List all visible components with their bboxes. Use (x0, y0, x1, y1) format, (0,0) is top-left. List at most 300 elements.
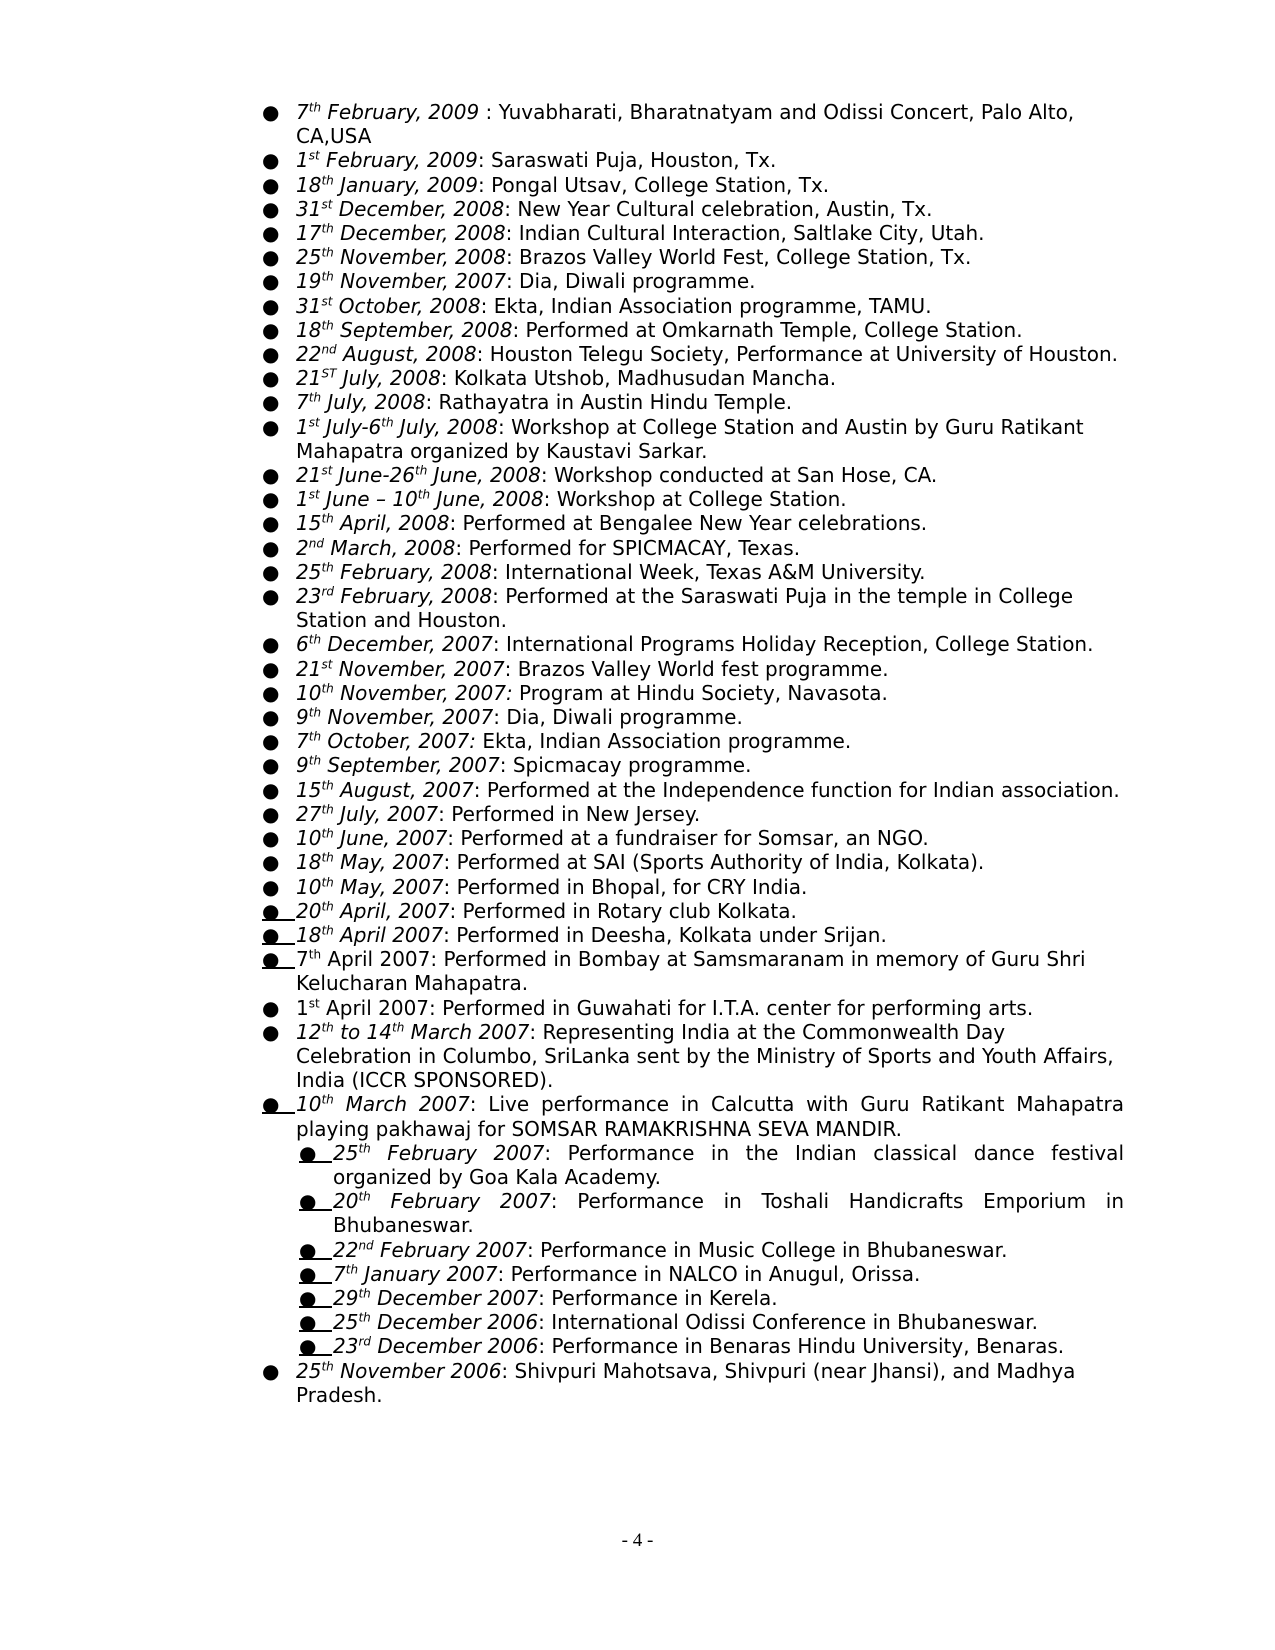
date-rest: November, 2007: (333, 680, 513, 705)
bullet-icon: ● (262, 511, 280, 536)
event-description: : Performance in NALCO in Anugul, Orissa. (497, 1261, 921, 1286)
date-ordinal: th (321, 269, 334, 284)
date-ordinal: th (321, 923, 334, 938)
event-date (296, 221, 506, 245)
date-day: 1 (296, 148, 309, 173)
date-day: 7 (296, 947, 309, 972)
sub-list-item (299, 1238, 1124, 1262)
list-item (262, 850, 1124, 874)
date-ordinal: th (321, 1358, 334, 1373)
date-ordinal: st (308, 995, 320, 1010)
event-date (296, 415, 498, 439)
event-description: : Houston Telegu Society, Performance at University of Houston. (476, 342, 1119, 367)
event-date (296, 318, 512, 342)
date-day: 23 (296, 584, 322, 609)
sub-list-item (299, 1334, 1124, 1358)
date-day: 1 (296, 414, 309, 439)
event-description: : Rathayatra in Austin Hindu Temple. (425, 390, 793, 415)
date-ordinal: th (321, 850, 334, 865)
date-rest: December 2006 (370, 1310, 539, 1335)
date-day: 1 (296, 995, 309, 1020)
list-item (262, 826, 1124, 850)
event-description: : Saraswati Puja, Houston, Tx. (477, 148, 777, 173)
event-date (296, 923, 443, 947)
event-date (333, 1141, 544, 1165)
event-description: : Live performance in Calcutta with Guru Ratikant Mahapatra playing pakhawaj for SOMSAR RAMAKRISHNA SEVA MANDIR. (296, 1092, 1124, 1141)
event-description: : Pongal Utsav, College Station, Tx. (478, 172, 830, 197)
date-day: 6 (296, 632, 309, 657)
page-number: - 4 - (621, 1530, 654, 1551)
date-day: 10 (296, 1092, 322, 1117)
event-date (296, 487, 544, 511)
date-day: 21 (296, 366, 322, 391)
bullet-icon: ● (262, 317, 280, 342)
date-day: 22 (296, 342, 322, 367)
date-day: 10 (296, 680, 322, 705)
event-date (296, 511, 449, 535)
list-item (262, 1359, 1124, 1407)
bullet-icon: ● (262, 1092, 295, 1114)
date-ordinal: th (415, 463, 428, 478)
bullet-icon: ● (262, 801, 280, 826)
event-description: : Brazos Valley World Fest, College Station, Tx. (505, 245, 972, 270)
bullet-icon: ● (262, 923, 295, 945)
event-description: : Performance in Benaras Hindu University, Benaras. (538, 1334, 1065, 1359)
bullet-icon: ● (262, 874, 280, 899)
date-ordinal: th (321, 874, 334, 889)
bullet-icon: ● (262, 196, 280, 221)
event-date (296, 947, 321, 971)
event-description: : Shivpuri Mahotsava, Shivpuri (near Jhansi), and Madhya Pradesh. (296, 1358, 1076, 1407)
bullet-icon: ● (299, 1310, 332, 1332)
date-ordinal: th (358, 1310, 371, 1325)
event-description: : Spicmacay programme. (499, 753, 752, 778)
bullet-icon: ● (262, 584, 280, 609)
bullet-icon: ● (262, 753, 280, 778)
list-item (262, 802, 1124, 826)
date-ordinal: th (392, 1020, 405, 1035)
date-rest: August, 2008 (336, 342, 477, 367)
bullet-icon: ● (262, 390, 280, 415)
date-ordinal: st (308, 487, 320, 502)
event-description: April 2007: Performed in Guwahati for I.T.A. center for performing arts. (319, 995, 1034, 1020)
event-description: : Brazos Valley World fest programme. (504, 656, 889, 681)
date-ordinal: th (321, 172, 334, 187)
event-description: : Performed for SPICMACAY, Texas. (455, 535, 801, 560)
date-ordinal: ST (321, 366, 337, 381)
list-item (262, 100, 1124, 148)
list-item (262, 996, 1124, 1020)
bullet-icon: ● (262, 487, 280, 512)
date-day: 15 (296, 511, 322, 536)
date-day: 20 (333, 1189, 359, 1214)
date-ordinal: st (308, 148, 320, 163)
date-day: 29 (333, 1285, 359, 1310)
date-day: 22 (333, 1237, 359, 1262)
bullet-icon: ● (262, 342, 280, 367)
event-description: : Performed in Deesha, Kolkata under Srijan. (443, 922, 887, 947)
date-day: 31 (296, 293, 322, 318)
list-item (262, 657, 1124, 681)
event-date (296, 753, 500, 777)
date-ordinal: st (308, 414, 320, 429)
date-day: 25 (333, 1140, 359, 1165)
bullet-icon: ● (262, 705, 280, 730)
date-day: 18 (296, 850, 322, 875)
date-ordinal: th (308, 947, 322, 962)
date-day: 2 (296, 535, 309, 560)
list-item (262, 560, 1124, 584)
date-rest: February, 2009 (319, 148, 478, 173)
sub-list-item (299, 1286, 1124, 1310)
date-day: 21 (296, 656, 322, 681)
date-rest: July, 2008 (321, 390, 426, 415)
bullet-icon: ● (262, 777, 280, 802)
date-rest: February 2007 (370, 1140, 545, 1165)
bullet-icon: ● (262, 947, 295, 969)
event-date (296, 899, 449, 923)
date-ordinal: th (321, 899, 334, 914)
event-description: : International Odissi Conference in Bhubaneswar. (538, 1310, 1038, 1335)
date-rest: July, 2008 (336, 366, 441, 391)
date-ordinal: th (308, 753, 322, 768)
event-description: Program at Hindu Society, Navasota. (512, 680, 888, 705)
date-day: 9 (296, 705, 309, 730)
date-day: 7 (296, 390, 309, 415)
date-rest: June, 2008 (427, 463, 541, 488)
event-description: : Kolkata Utshob, Madhusudan Mancha. (440, 366, 837, 391)
bullet-icon: ● (262, 463, 280, 488)
date-ordinal: st (321, 197, 333, 212)
bullet-icon: ● (262, 729, 280, 754)
date-day: 9 (296, 753, 309, 778)
list-item (262, 318, 1124, 342)
list-item (262, 148, 1124, 172)
event-date (296, 536, 455, 560)
date-ordinal: th (358, 1141, 371, 1156)
date-rest: January, 2009 (333, 172, 479, 197)
event-date (296, 729, 476, 753)
date-rest: July-6 (319, 414, 382, 439)
bullet-icon: ● (262, 148, 280, 173)
date-rest: October, 2008 (332, 293, 481, 318)
event-date (296, 1359, 501, 1383)
bullet-icon: ● (299, 1141, 332, 1163)
list-item (262, 1092, 1124, 1140)
list-item (262, 536, 1124, 560)
date-day: 18 (296, 922, 322, 947)
event-description: : Workshop at College Station and Austin by Guru Ratikant Mahapatra organized by Kaustavi Sarkar. (296, 414, 1084, 463)
date-rest: October, 2007: (321, 729, 476, 754)
event-date (296, 826, 447, 850)
date-ordinal: th (308, 729, 322, 744)
date-ordinal: rd (358, 1334, 372, 1349)
date-ordinal: th (321, 318, 334, 333)
event-description: : Workshop conducted at San Hose, CA. (540, 463, 938, 488)
event-date (296, 366, 441, 390)
event-date (333, 1310, 538, 1334)
list-item (262, 947, 1124, 995)
date-day: 25 (296, 559, 322, 584)
date-rest: December 2006 (371, 1334, 539, 1359)
event-date (333, 1238, 527, 1262)
list-item (262, 681, 1124, 705)
event-date (296, 148, 478, 172)
date-ordinal: th (321, 1092, 334, 1107)
event-date (296, 100, 479, 124)
date-day: 31 (296, 196, 322, 221)
date-rest: February, 2008 (333, 559, 492, 584)
date-rest: July, 2007 (333, 801, 439, 826)
date-rest: September, 2007 (321, 753, 500, 778)
date-rest: July, 2008 (393, 414, 498, 439)
event-date (296, 390, 425, 414)
sub-list-item (299, 1189, 1124, 1237)
event-date (333, 1286, 538, 1310)
date-ordinal: th (321, 221, 334, 236)
events-list (262, 100, 1124, 1407)
date-ordinal: th (321, 826, 334, 841)
bullet-icon: ● (299, 1238, 332, 1260)
event-description: : Performed in Rotary club Kolkata. (449, 898, 797, 923)
date-rest: September, 2008 (333, 317, 513, 342)
date-rest: June – 10 (319, 487, 418, 512)
event-description: : Performance in the Indian classical dance festival organized by Goa Kala Academy. (333, 1140, 1124, 1189)
date-ordinal: th (308, 390, 322, 405)
date-rest: March 2007 (333, 1092, 470, 1117)
date-rest: February, 2008 (334, 584, 493, 609)
event-date (296, 996, 320, 1020)
event-date (296, 560, 492, 584)
bullet-icon: ● (262, 535, 280, 560)
event-description: : Dia, Diwali programme. (505, 269, 756, 294)
bullet-icon: ● (262, 850, 280, 875)
list-item (262, 487, 1124, 511)
list-item (262, 753, 1124, 777)
date-ordinal: st (321, 463, 333, 478)
date-ordinal: th (321, 511, 334, 526)
date-ordinal: rd (321, 584, 335, 599)
event-description: : New Year Cultural celebration, Austin, Tx. (504, 196, 933, 221)
date-day: 25 (296, 245, 322, 270)
list-item (262, 294, 1124, 318)
date-rest: November, 2007 (332, 656, 505, 681)
event-description: : Yuvabharati, Bharatnatyam and Odissi Concert, Palo Alto, CA,USA (296, 100, 1075, 149)
date-rest: May, 2007 (333, 874, 444, 899)
event-description: April 2007: Performed in Bombay at Samsmaranam in memory of Guru Shri Kelucharan Mahapatra. (296, 947, 1086, 996)
event-date (296, 245, 506, 269)
event-description: : Performed in Bhopal, for CRY India. (443, 874, 808, 899)
event-description: : Workshop at College Station. (543, 487, 847, 512)
date-ordinal: th (321, 681, 334, 696)
event-description: : International Week, Texas A&M University. (491, 559, 926, 584)
bullet-icon: ● (262, 632, 280, 657)
event-date (333, 1189, 551, 1213)
date-rest: June, 2008 (430, 487, 544, 512)
event-date (296, 657, 505, 681)
date-day: 27 (296, 801, 322, 826)
date-rest: December 2007 (370, 1285, 539, 1310)
event-description: : Performed at SAI (Sports Authority of India, Kolkata). (443, 850, 985, 875)
event-description: : International Programs Holiday Reception, College Station. (492, 632, 1094, 657)
date-rest: June, 2007 (333, 826, 448, 851)
event-description: : Ekta, Indian Association programme, TAMU. (480, 293, 932, 318)
date-ordinal: th (321, 802, 334, 817)
date-day: 23 (333, 1334, 359, 1359)
event-description: : Performance in Toshali Handicrafts Emporium in Bhubaneswar. (333, 1189, 1124, 1238)
date-ordinal: th (417, 487, 431, 502)
list-item (262, 366, 1124, 390)
event-date (296, 632, 493, 656)
date-ordinal: th (358, 1286, 371, 1301)
date-rest: March 2007 (404, 1019, 530, 1044)
event-date (296, 463, 541, 487)
date-day: 7 (296, 100, 309, 124)
date-day: 21 (296, 463, 322, 488)
date-ordinal: nd (321, 342, 337, 357)
bullet-icon: ● (262, 995, 280, 1020)
bullet-icon: ● (262, 899, 295, 921)
event-description: : Performed at Bengalee New Year celebrations. (449, 511, 928, 536)
date-day: 25 (333, 1310, 359, 1335)
list-item (262, 415, 1124, 463)
date-rest: May, 2007 (333, 850, 444, 875)
list-item (262, 221, 1124, 245)
date-rest: April 2007 (333, 922, 444, 947)
date-day: 10 (296, 826, 322, 851)
bullet-icon: ● (262, 1019, 280, 1044)
date-rest: March, 2008 (323, 535, 456, 560)
event-date (296, 197, 504, 221)
date-rest: June-26 (332, 463, 415, 488)
date-day: 7 (296, 729, 309, 754)
bullet-icon: ● (262, 293, 280, 318)
event-date (333, 1262, 497, 1286)
date-rest: December, 2008 (332, 196, 505, 221)
event-date (296, 269, 506, 293)
date-rest: February, 2009 (321, 100, 480, 124)
event-description: : Performed in New Jersey. (438, 801, 701, 826)
bullet-icon: ● (262, 559, 280, 584)
list-item (262, 390, 1124, 414)
list-item (262, 632, 1124, 656)
bullet-icon: ● (262, 656, 280, 681)
bullet-icon: ● (262, 221, 280, 246)
date-rest: January 2007 (358, 1261, 498, 1286)
list-item (262, 197, 1124, 221)
date-ordinal: nd (308, 536, 324, 550)
date-day: 7 (333, 1261, 346, 1286)
list-item (262, 269, 1124, 293)
event-description: Ekta, Indian Association programme. (475, 729, 852, 754)
bullet-icon: ● (262, 366, 280, 391)
list-item (262, 584, 1124, 632)
bullet-icon: ● (262, 245, 280, 270)
date-rest: November, 2008 (333, 245, 506, 270)
event-description: : Performed at the Independence function for Indian association. (473, 777, 1120, 802)
date-rest: April, 2008 (333, 511, 450, 536)
date-rest: April, 2007 (333, 898, 450, 923)
list-item (262, 778, 1124, 802)
event-description: : Dia, Diwali programme. (493, 705, 743, 730)
bullet-icon: ● (299, 1262, 332, 1284)
event-description: : Representing India at the Commonwealth Day Celebration in Columbo, SriLanka sent by the Ministry of Sports and Youth Affairs, India (ICCR SPONSORED). (296, 1019, 1114, 1093)
date-ordinal: th (321, 1020, 334, 1035)
date-ordinal: th (381, 414, 394, 429)
date-ordinal: th (345, 1262, 359, 1277)
date-ordinal: nd (358, 1237, 374, 1252)
event-description: : Performed at the Saraswati Puja in the temple in College Station and Houston. (296, 584, 1074, 633)
bullet-icon: ● (262, 414, 280, 439)
sub-list-item (299, 1141, 1124, 1189)
date-day: 15 (296, 777, 322, 802)
bullet-icon: ● (299, 1286, 332, 1308)
bullet-icon: ● (262, 680, 280, 705)
date-day: 18 (296, 172, 322, 197)
event-date (296, 173, 478, 197)
date-rest: February 2007 (373, 1237, 528, 1262)
event-date (296, 584, 492, 608)
date-ordinal: th (321, 778, 334, 793)
date-ordinal: th (308, 705, 322, 720)
event-date (296, 1092, 470, 1116)
bullet-icon: ● (299, 1334, 332, 1356)
event-date (296, 802, 438, 826)
bullet-icon: ● (262, 269, 280, 294)
event-description: : Performance in Music College in Bhubaneswar. (527, 1237, 1008, 1262)
date-ordinal: th (321, 560, 334, 575)
date-day: 19 (296, 269, 322, 294)
list-item (262, 511, 1124, 535)
bullet-icon: ● (262, 100, 280, 124)
event-date (296, 850, 444, 874)
list-item (262, 245, 1124, 269)
date-ordinal: th (308, 632, 322, 647)
date-day: 12 (296, 1019, 322, 1044)
date-rest: November, 2007 (333, 269, 506, 294)
date-day: 1 (296, 487, 309, 512)
event-date (333, 1334, 538, 1358)
list-item (262, 705, 1124, 729)
list-item (262, 173, 1124, 197)
date-rest: December, 2008 (333, 221, 506, 246)
sub-list-item (299, 1262, 1124, 1286)
event-date (296, 294, 481, 318)
date-rest: to 14 (333, 1019, 393, 1044)
event-date (296, 778, 474, 802)
date-day: 18 (296, 317, 322, 342)
date-rest: August, 2007 (333, 777, 474, 802)
sub-list-item (299, 1310, 1124, 1334)
date-ordinal: th (308, 100, 322, 115)
date-rest: February 2007 (370, 1189, 551, 1214)
event-description: : Performed at a fundraiser for Somsar, an NGO. (447, 826, 929, 851)
date-day: 25 (296, 1358, 322, 1383)
event-date (296, 705, 493, 729)
bullet-icon: ● (262, 1358, 280, 1383)
date-ordinal: th (321, 245, 334, 260)
event-description: : Indian Cultural Interaction, Saltlake City, Utah. (505, 221, 985, 246)
list-item (262, 899, 1124, 923)
list-item (262, 463, 1124, 487)
event-description: : Performed at Omkarnath Temple, College Station. (512, 317, 1023, 342)
event-date (296, 342, 477, 366)
date-rest: November, 2007 (321, 705, 494, 730)
date-ordinal: st (321, 657, 333, 672)
list-item (262, 923, 1124, 947)
bullet-icon: ● (262, 172, 280, 197)
event-description: : Performance in Kerela. (538, 1285, 778, 1310)
